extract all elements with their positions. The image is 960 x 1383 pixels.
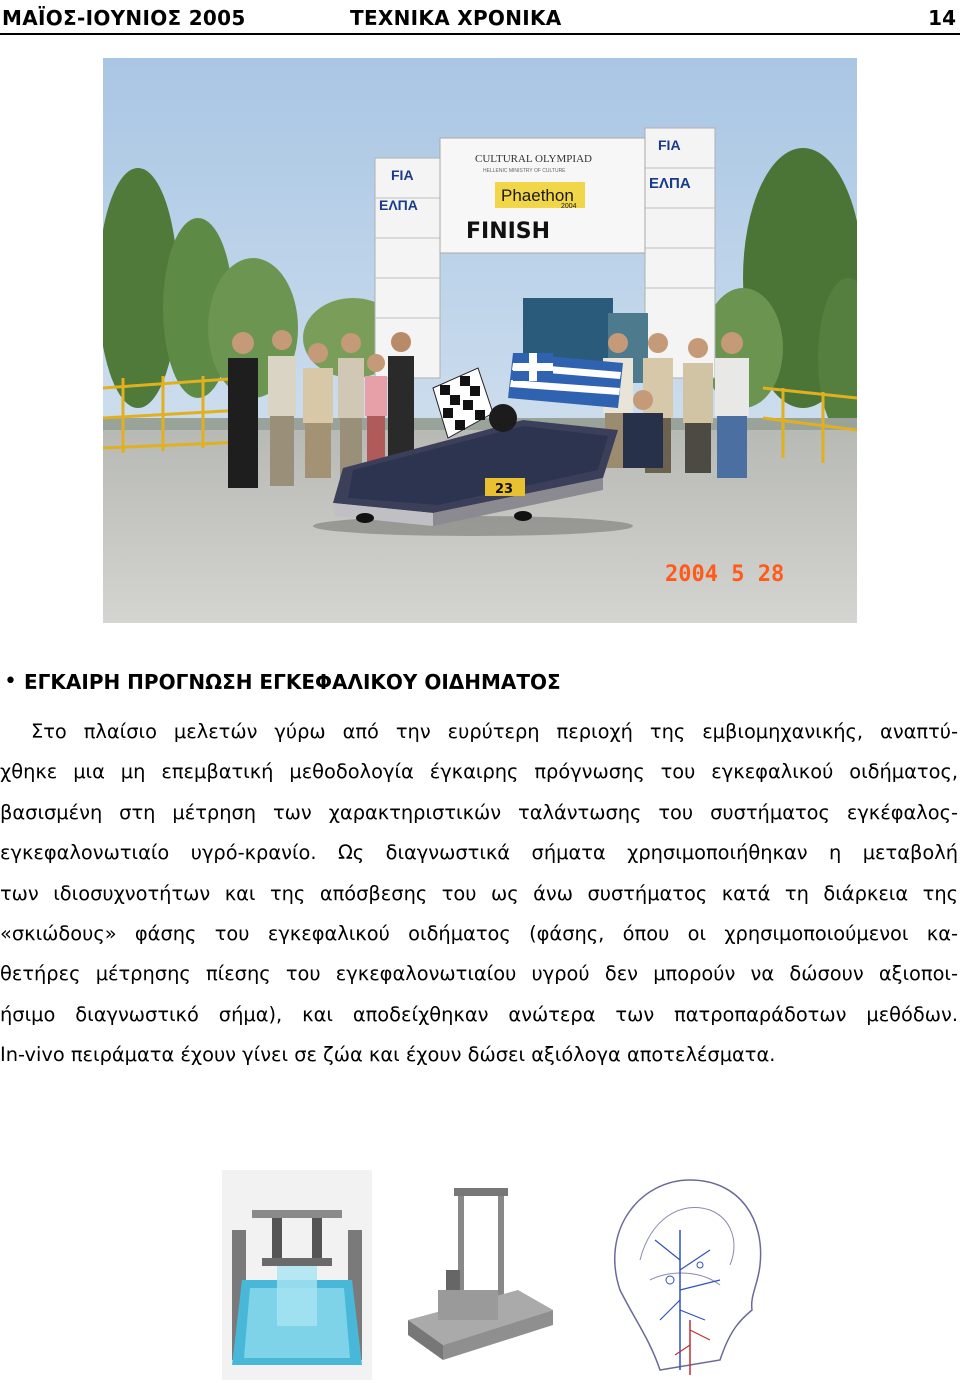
finish-text: FINISH (466, 219, 551, 244)
finish-banner (440, 138, 645, 253)
cultural-olympiad-text: CULTURAL OLYMPIAD (475, 153, 592, 165)
ministry-text: HELLENIC MINISTRY OF CULTURE (483, 168, 566, 174)
page-header (0, 0, 960, 36)
paragraph-line: θετήρες μέτρησης πίεσης του εγκεφαλονωτιαίου υγρού δεν μπορούν να δώσουν αξιοποι- (0, 962, 958, 986)
bullet-icon: • (4, 669, 17, 694)
paragraph-line: βασισμένη στη μέτρηση των χαρακτηριστικών ταλάντωσης του συστήματος εγκέφαλος- (0, 800, 958, 824)
section-heading (0, 668, 960, 702)
fia-logo-right: FIA (658, 137, 681, 153)
paragraph-line: In-vivo πειράματα έχουν γίνει σε ζώα και έχουν δώσει αξιόλογα αποτελέσματα. (0, 1043, 776, 1067)
paragraph-line: χθηκε μια μη επεμβατική μεθοδολογία έγκαιρης πρόγνωσης του εγκεφαλικού οιδήματος, (0, 760, 958, 784)
fia-logo-left: FIA (391, 167, 414, 183)
apparatus-figure (398, 1170, 558, 1380)
car-number: 23 (495, 482, 514, 497)
paragraph-line: Στο πλαίσιο μελετών γύρω από την ευρύτερη περιοχή της εμβιομηχανικής, αναπτύ- (31, 720, 958, 743)
header-rule (0, 33, 960, 35)
journal-title: ΤΕΧΝΙΚΑ ΧΡΟΝΙΚΑ (350, 6, 562, 30)
body-paragraph (0, 712, 958, 1076)
paragraph-line: των ιδιοσυχνοτήτων και της απόσβεσης του ως άνω συστήματος κατά τη διάρκεια της (0, 881, 958, 905)
figure-row (222, 1170, 960, 1380)
phaethon-logo: Phaethon (501, 186, 574, 205)
elpa-logo-left: ΕΛΠΑ (379, 197, 418, 213)
elpa-logo-right: ΕΛΠΑ (649, 175, 691, 192)
head-sketch-figure (580, 1170, 770, 1380)
paragraph-line: «σκιώδους» φάσης του εγκεφαλικού οιδήματος (φάσης, όπου οι χρησιμοποιούμενοι κα- (0, 921, 958, 945)
section-title: ΕΓΚΑΙΡΗ ΠΡΟΓΝΩΣΗ ΕΓΚΕΦΑΛΙΚΟΥ ΟΙΔΗΜΑΤΟΣ (24, 670, 561, 694)
issue-date: ΜΑΪΟΣ-ΙΟΥΝΙΟΣ 2005 (2, 6, 246, 30)
brain-model-figure (222, 1170, 372, 1380)
solar-car-photo (103, 58, 857, 623)
phaethon-year: 2004 (561, 203, 577, 210)
page-number: 14 (928, 6, 956, 30)
date-stamp: 2004 5 28 (665, 562, 785, 587)
paragraph-line: ήσιμο διαγνωστικό σήμα), και αποδείχθηκαν ανώτερα των πατροπαράδοτων μεθόδων. (0, 1002, 958, 1026)
paragraph-line: εγκεφαλονωτιαίο υγρό-κρανίο. Ως διαγνωστικά σήματα χρησιμοποιήθηκαν η μεταβολή (0, 841, 958, 865)
